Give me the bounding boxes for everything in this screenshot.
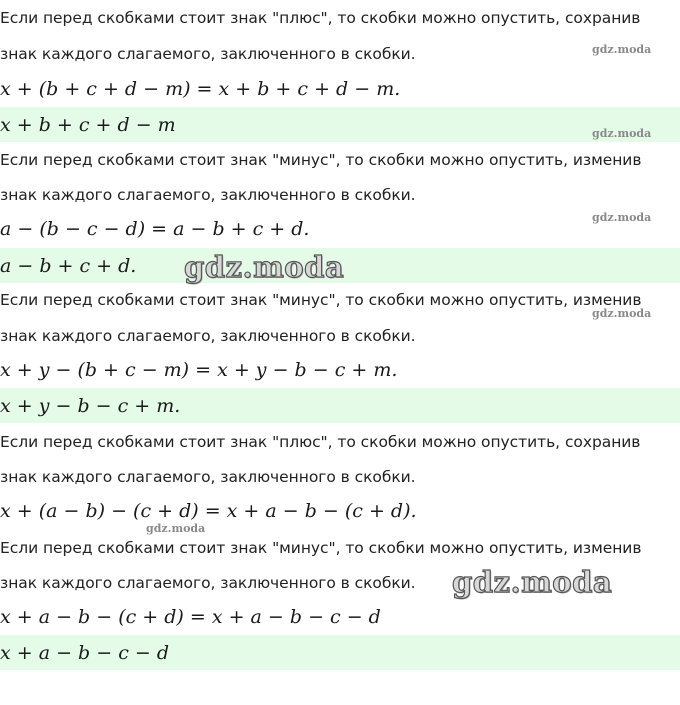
watermark-small-5: gdz.moda: [146, 522, 206, 535]
equation-2: a − (b − c − d) = a − b + c + d.: [0, 218, 310, 240]
rule-text-2a: Если перед скобками стоит знак "минус", то скобки можно опустить, изменив: [0, 151, 642, 169]
answer-band-3: [0, 388, 680, 423]
watermark-large-1: gdz.moda: [184, 250, 345, 284]
rule-text-3a: Если перед скобками стоит знак "минус", то скобки можно опустить, изменив: [0, 291, 642, 309]
rule-text-3b: знак каждого слагаемого, заключенного в скобки.: [0, 327, 416, 345]
rule-text-5b: знак каждого слагаемого, заключенного в скобки.: [0, 574, 416, 592]
equation-1: x + (b + c + d − m) = x + b + c + d − m.: [0, 78, 401, 100]
answer-2: a − b + c + d.: [0, 255, 137, 277]
answer-band-5: [0, 635, 680, 670]
rule-text-4a: Если перед скобками стоит знак "плюс", то скобки можно опустить, сохранив: [0, 433, 641, 451]
rule-text-4b: знак каждого слагаемого, заключенного в скобки.: [0, 468, 416, 486]
watermark-small-3: gdz.moda: [592, 211, 652, 224]
answer-3: x + y − b − c + m.: [0, 395, 181, 417]
rule-text-1b: знак каждого слагаемого, заключенного в скобки.: [0, 45, 416, 63]
watermark-small-4: gdz.moda: [592, 307, 652, 320]
equation-3: x + y − (b + c − m) = x + y − b − c + m.: [0, 359, 398, 381]
answer-1: x + b + c + d − m: [0, 114, 176, 136]
equation-5: x + a − b − (c + d) = x + a − b − c − d: [0, 606, 381, 628]
watermark-large-2: gdz.moda: [452, 565, 613, 599]
watermark-small-1: gdz.moda: [592, 43, 652, 56]
answer-5: x + a − b − c − d: [0, 642, 170, 664]
rule-text-1a: Если перед скобками стоит знак "плюс", то скобки можно опустить, сохранив: [0, 9, 641, 27]
answer-band-1: [0, 107, 680, 142]
equation-4: x + (a − b) − (c + d) = x + a − b − (c + d).: [0, 500, 417, 522]
rule-text-5a: Если перед скобками стоит знак "минус", то скобки можно опустить, изменив: [0, 539, 642, 557]
rule-text-2b: знак каждого слагаемого, заключенного в скобки.: [0, 186, 416, 204]
watermark-small-2: gdz.moda: [592, 127, 652, 140]
